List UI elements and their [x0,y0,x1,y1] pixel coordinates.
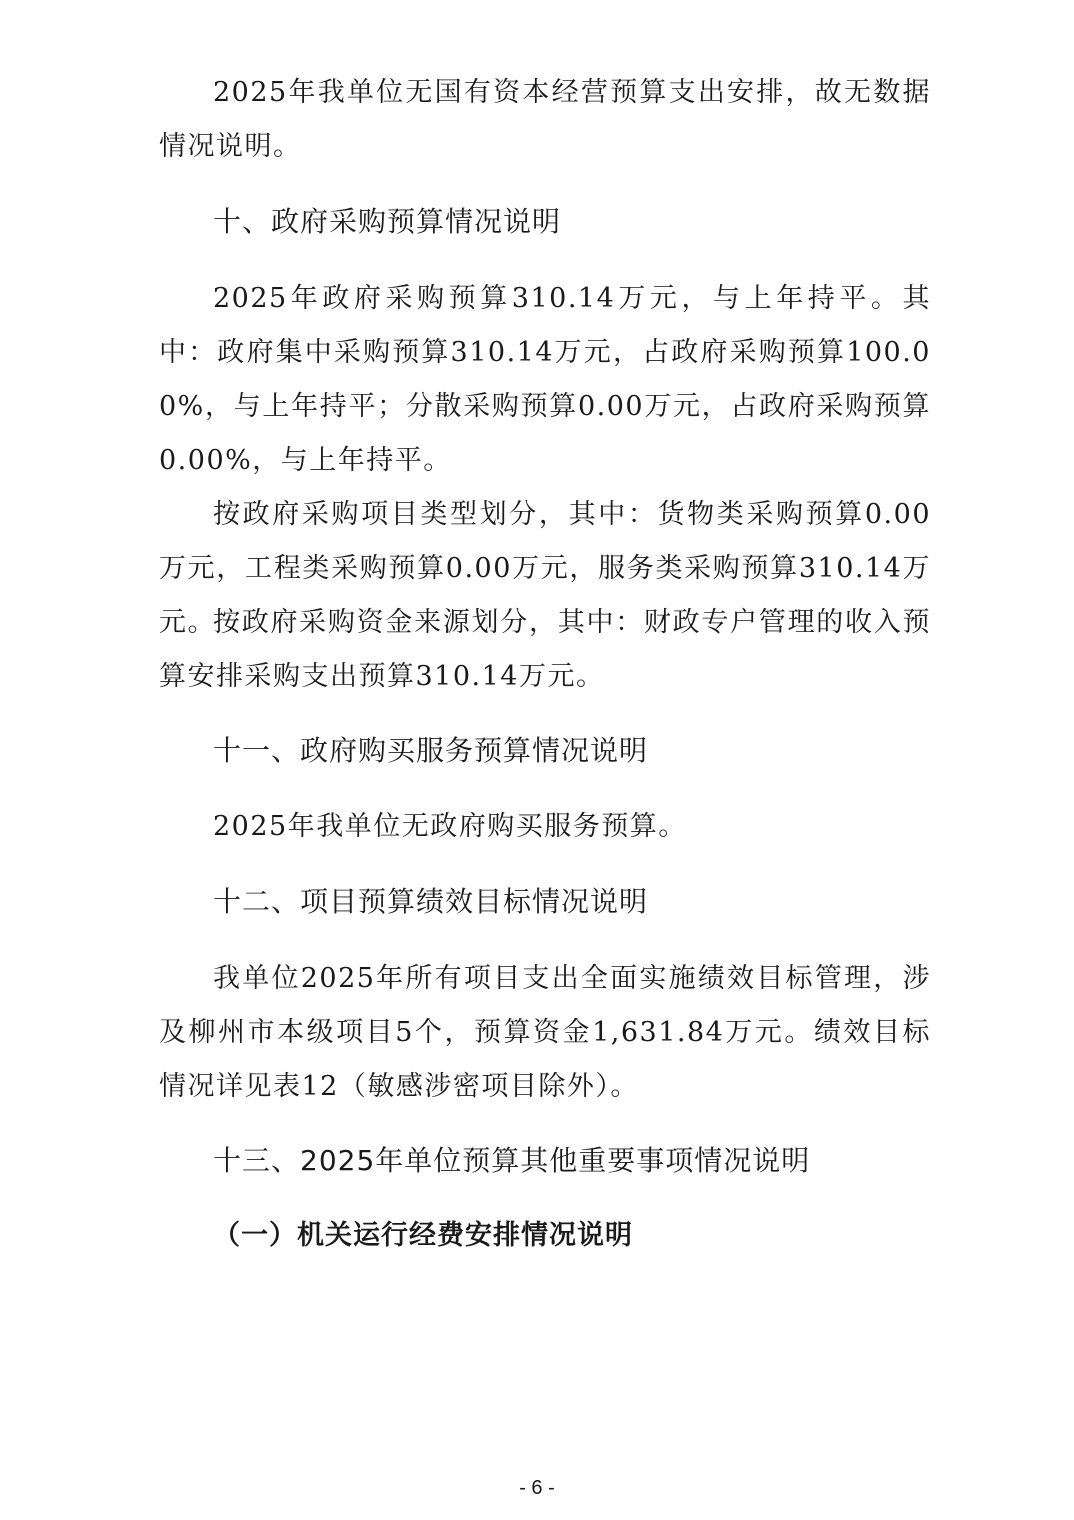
paragraph-procurement-by-funding-source: 按政府采购资金来源划分，其中：财政专户管理的收入预算安排采购支出预算310.14万元。 [159,607,931,692]
section-heading-purchase-services: 十一、政府购买服务预算情况说明 [213,734,649,767]
paragraph-procurement-by-type: 按政府采购项目类型划分，其中：货物类采购预算0.00万元，工程类采购预算0.00万元，服务类采购预算310.14万元。 [159,499,931,638]
page-number: - 6 - [519,1477,555,1499]
paragraph-procurement-budget: 2025年政府采购预算310.14万元，与上年持平。其中：政府集中采购预算310.14万元，占政府采购预算100.00%，与上年持平；分散采购预算0.00万元，占政府采购预算0.00%，与上年持平。 [159,283,931,476]
paragraph-purchase-services: 2025年我单位无政府购买服务预算。 [213,811,687,842]
section-heading-other-matters: 十三、2025年单位预算其他重要事项情况说明 [213,1144,811,1177]
paragraph-state-capital-budget: 2025年我单位无国有资本经营预算支出安排，故无数据情况说明。 [159,77,931,162]
section-heading-performance-targets: 十二、项目预算绩效目标情况说明 [213,885,649,918]
paragraph-performance-targets: 我单位2025年所有项目支出全面实施绩效目标管理，涉及柳州市本级项目5个，预算资金1,631.84万元。绩效目标情况详见表12（敏感涉密项目除外）。 [159,963,931,1102]
subsection-heading-operating-expenses: （一）机关运行经费安排情况说明 [213,1220,633,1251]
section-heading-government-procurement: 十、政府采购预算情况说明 [213,205,562,238]
